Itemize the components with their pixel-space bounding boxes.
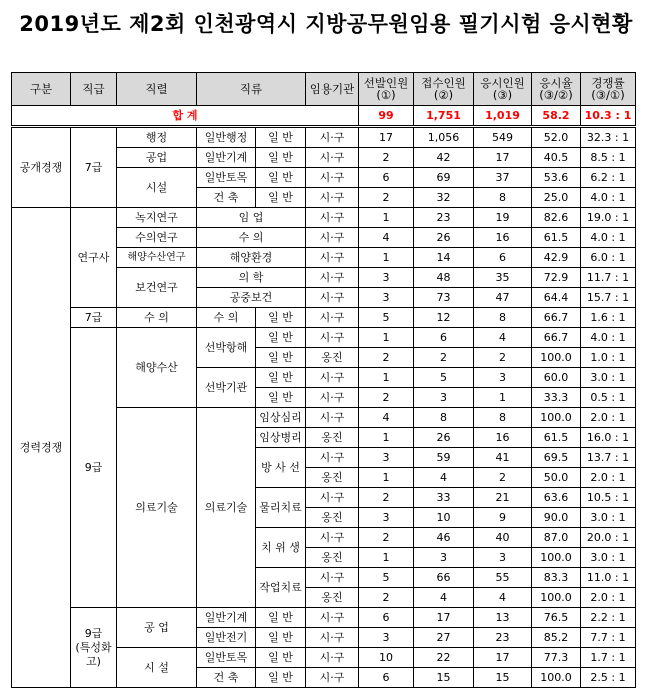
rate: 85.2 bbox=[532, 628, 581, 648]
applied: 73 bbox=[414, 288, 474, 308]
field-sub: 일 반 bbox=[256, 148, 306, 168]
applied: 3 bbox=[414, 548, 474, 568]
series-medtech: 의료기술 bbox=[117, 408, 197, 608]
rate: 50.0 bbox=[532, 468, 581, 488]
competition: 1.0 : 1 bbox=[581, 348, 636, 368]
attended: 2 bbox=[474, 348, 532, 368]
competition: 11.0 : 1 bbox=[581, 568, 636, 588]
attended: 15 bbox=[474, 668, 532, 688]
series-ind9: 공 업 bbox=[117, 608, 197, 648]
selected: 3 bbox=[359, 288, 414, 308]
total-rate: 58.2 bbox=[532, 106, 581, 127]
attended: 549 bbox=[474, 127, 532, 148]
rate: 90.0 bbox=[532, 508, 581, 528]
selected: 2 bbox=[359, 348, 414, 368]
applied: 69 bbox=[414, 168, 474, 188]
field-dental: 치 위 생 bbox=[256, 528, 306, 568]
selected: 17 bbox=[359, 127, 414, 148]
field-sub: 일 반 bbox=[256, 388, 306, 408]
field-engine: 선박기관 bbox=[197, 368, 256, 408]
series-marineres: 해양수산연구 bbox=[117, 248, 197, 268]
rate: 42.9 bbox=[532, 248, 581, 268]
selected: 1 bbox=[359, 248, 414, 268]
series-fac9: 시 설 bbox=[117, 648, 197, 688]
field-sub: 일 반 bbox=[256, 628, 306, 648]
total-applied: 1,751 bbox=[414, 106, 474, 127]
attended: 37 bbox=[474, 168, 532, 188]
field-name: 임 업 bbox=[197, 208, 306, 228]
selected: 1 bbox=[359, 468, 414, 488]
attended: 9 bbox=[474, 508, 532, 528]
agency: 시·구 bbox=[306, 368, 359, 388]
field-sub: 일 반 bbox=[256, 368, 306, 388]
rate: 33.3 bbox=[532, 388, 581, 408]
selected: 1 bbox=[359, 428, 414, 448]
rate: 63.6 bbox=[532, 488, 581, 508]
table-row bbox=[12, 127, 636, 148]
rate: 100.0 bbox=[532, 588, 581, 608]
competition: 1.6 : 1 bbox=[581, 308, 636, 328]
field-name: 의 학 bbox=[197, 268, 306, 288]
applied: 33 bbox=[414, 488, 474, 508]
field-radio: 방 사 선 bbox=[256, 448, 306, 488]
series-facility: 시설 bbox=[117, 168, 197, 208]
agency: 시·구 bbox=[306, 328, 359, 348]
attended: 17 bbox=[474, 148, 532, 168]
field-sub: 일 반 bbox=[256, 168, 306, 188]
field-pt: 물리치료 bbox=[256, 488, 306, 528]
applied: 59 bbox=[414, 448, 474, 468]
attended: 4 bbox=[474, 588, 532, 608]
rate: 66.7 bbox=[532, 328, 581, 348]
agency: 옹진 bbox=[306, 468, 359, 488]
attended: 40 bbox=[474, 528, 532, 548]
agency: 옹진 bbox=[306, 508, 359, 528]
attended: 47 bbox=[474, 288, 532, 308]
applied: 32 bbox=[414, 188, 474, 208]
applied: 5 bbox=[414, 368, 474, 388]
agency: 시·구 bbox=[306, 528, 359, 548]
attended: 35 bbox=[474, 268, 532, 288]
competition: 0.5 : 1 bbox=[581, 388, 636, 408]
applied: 26 bbox=[414, 428, 474, 448]
selected: 6 bbox=[359, 608, 414, 628]
rate: 72.9 bbox=[532, 268, 581, 288]
agency: 시·구 bbox=[306, 208, 359, 228]
competition: 16.0 : 1 bbox=[581, 428, 636, 448]
rate: 60.0 bbox=[532, 368, 581, 388]
field-sub: 일 반 bbox=[256, 188, 306, 208]
field-name: 건 축 bbox=[197, 188, 256, 208]
grade-research: 연구사 bbox=[71, 208, 117, 308]
applied: 8 bbox=[414, 408, 474, 428]
field-medtech: 의료기술 bbox=[197, 408, 256, 608]
competition: 32.3 : 1 bbox=[581, 127, 636, 148]
competition: 15.7 : 1 bbox=[581, 288, 636, 308]
field-name: 일반전기 bbox=[197, 628, 256, 648]
selected: 2 bbox=[359, 588, 414, 608]
series-admin: 행정 bbox=[117, 127, 197, 148]
selected: 6 bbox=[359, 168, 414, 188]
competition: 4.0 : 1 bbox=[581, 188, 636, 208]
rate: 77.3 bbox=[532, 648, 581, 668]
header-gubun: 구분 bbox=[12, 73, 71, 106]
rate: 83.3 bbox=[532, 568, 581, 588]
rate: 76.5 bbox=[532, 608, 581, 628]
applied: 42 bbox=[414, 148, 474, 168]
competition: 8.5 : 1 bbox=[581, 148, 636, 168]
selected: 2 bbox=[359, 528, 414, 548]
header-series: 직렬 bbox=[117, 73, 197, 106]
field-ot: 작업치료 bbox=[256, 568, 306, 608]
agency: 시·구 bbox=[306, 127, 359, 148]
field-nav: 선박항해 bbox=[197, 328, 256, 368]
grade-9: 9급 bbox=[71, 328, 117, 608]
field-sub: 임상병리 bbox=[256, 428, 306, 448]
competition: 3.0 : 1 bbox=[581, 368, 636, 388]
selected: 2 bbox=[359, 388, 414, 408]
competition: 2.5 : 1 bbox=[581, 668, 636, 688]
field-sub: 일 반 bbox=[256, 348, 306, 368]
attended: 16 bbox=[474, 228, 532, 248]
table-row bbox=[12, 608, 636, 628]
agency: 시·구 bbox=[306, 488, 359, 508]
competition: 4.0 : 1 bbox=[581, 328, 636, 348]
competition: 10.5 : 1 bbox=[581, 488, 636, 508]
rate: 66.7 bbox=[532, 308, 581, 328]
attended: 19 bbox=[474, 208, 532, 228]
series-healthres: 보건연구 bbox=[117, 268, 197, 308]
agency: 시·구 bbox=[306, 408, 359, 428]
series-vet7: 수 의 bbox=[117, 308, 197, 328]
rate: 82.6 bbox=[532, 208, 581, 228]
competition: 2.0 : 1 bbox=[581, 408, 636, 428]
total-selected: 99 bbox=[359, 106, 414, 127]
applied: 46 bbox=[414, 528, 474, 548]
agency: 시·구 bbox=[306, 288, 359, 308]
selected: 4 bbox=[359, 408, 414, 428]
field-name: 수 의 bbox=[197, 308, 256, 328]
rate: 100.0 bbox=[532, 348, 581, 368]
competition: 3.0 : 1 bbox=[581, 548, 636, 568]
grade-9-special: 9급 (특성화 고) bbox=[71, 608, 117, 688]
competition: 2.2 : 1 bbox=[581, 608, 636, 628]
applied: 12 bbox=[414, 308, 474, 328]
attended: 3 bbox=[474, 548, 532, 568]
grade-7b: 7급 bbox=[71, 308, 117, 328]
rate: 64.4 bbox=[532, 288, 581, 308]
applied: 1,056 bbox=[414, 127, 474, 148]
agency: 시·구 bbox=[306, 628, 359, 648]
attended: 23 bbox=[474, 628, 532, 648]
attended: 41 bbox=[474, 448, 532, 468]
agency: 시·구 bbox=[306, 188, 359, 208]
applied: 27 bbox=[414, 628, 474, 648]
selected: 3 bbox=[359, 268, 414, 288]
attended: 8 bbox=[474, 408, 532, 428]
applied: 6 bbox=[414, 328, 474, 348]
agency: 시·구 bbox=[306, 668, 359, 688]
field-name: 일반토목 bbox=[197, 648, 256, 668]
selected: 3 bbox=[359, 628, 414, 648]
field-sub: 일 반 bbox=[256, 668, 306, 688]
competition: 4.0 : 1 bbox=[581, 228, 636, 248]
rate: 100.0 bbox=[532, 548, 581, 568]
series-industrial: 공업 bbox=[117, 148, 197, 168]
rate: 53.6 bbox=[532, 168, 581, 188]
attended: 55 bbox=[474, 568, 532, 588]
attended: 1 bbox=[474, 388, 532, 408]
rate: 25.0 bbox=[532, 188, 581, 208]
competition: 6.0 : 1 bbox=[581, 248, 636, 268]
selected: 4 bbox=[359, 228, 414, 248]
agency: 시·구 bbox=[306, 168, 359, 188]
field-sub: 일 반 bbox=[256, 648, 306, 668]
attended: 8 bbox=[474, 188, 532, 208]
selected: 2 bbox=[359, 488, 414, 508]
competition: 1.7 : 1 bbox=[581, 648, 636, 668]
attended: 2 bbox=[474, 468, 532, 488]
field-name: 공중보건 bbox=[197, 288, 306, 308]
field-sub: 일 반 bbox=[256, 608, 306, 628]
header-selected: 선발인원 (①) bbox=[359, 73, 414, 106]
agency: 시·구 bbox=[306, 268, 359, 288]
rate: 100.0 bbox=[532, 668, 581, 688]
series-greenres: 녹지연구 bbox=[117, 208, 197, 228]
rate: 40.5 bbox=[532, 148, 581, 168]
table-row bbox=[12, 308, 636, 328]
total-row bbox=[12, 106, 636, 127]
field-name: 일반기계 bbox=[197, 148, 256, 168]
agency: 옹진 bbox=[306, 348, 359, 368]
field-name: 일반기계 bbox=[197, 608, 256, 628]
competition: 20.0 : 1 bbox=[581, 528, 636, 548]
applied: 66 bbox=[414, 568, 474, 588]
header-competition: 경쟁률 (③/①) bbox=[581, 73, 636, 106]
field-name: 해양환경 bbox=[197, 248, 306, 268]
competition: 11.7 : 1 bbox=[581, 268, 636, 288]
selected: 10 bbox=[359, 648, 414, 668]
selected: 5 bbox=[359, 568, 414, 588]
rate: 61.5 bbox=[532, 228, 581, 248]
agency: 옹진 bbox=[306, 588, 359, 608]
field-name: 건 축 bbox=[197, 668, 256, 688]
agency: 옹진 bbox=[306, 428, 359, 448]
agency: 시·구 bbox=[306, 388, 359, 408]
field-name: 일반토목 bbox=[197, 168, 256, 188]
category-career: 경력경쟁 bbox=[12, 208, 71, 688]
applied: 15 bbox=[414, 668, 474, 688]
selected: 1 bbox=[359, 548, 414, 568]
applied: 23 bbox=[414, 208, 474, 228]
competition: 7.7 : 1 bbox=[581, 628, 636, 648]
table-row bbox=[12, 328, 636, 348]
attended: 4 bbox=[474, 328, 532, 348]
competition: 13.7 : 1 bbox=[581, 448, 636, 468]
field-sub: 일 반 bbox=[256, 328, 306, 348]
exam-status-table bbox=[11, 72, 636, 688]
grade-7: 7급 bbox=[71, 127, 117, 208]
field-name: 일반행정 bbox=[197, 127, 256, 148]
header-attended: 응시인원 (③) bbox=[474, 73, 532, 106]
agency: 시·구 bbox=[306, 648, 359, 668]
total-attended: 1,019 bbox=[474, 106, 532, 127]
header-rate: 응시율 (③/②) bbox=[532, 73, 581, 106]
agency: 시·구 bbox=[306, 308, 359, 328]
competition: 6.2 : 1 bbox=[581, 168, 636, 188]
header-grade: 직급 bbox=[71, 73, 117, 106]
rate: 69.5 bbox=[532, 448, 581, 468]
total-competition: 10.3 : 1 bbox=[581, 106, 636, 127]
field-sub: 일 반 bbox=[256, 127, 306, 148]
rate: 61.5 bbox=[532, 428, 581, 448]
selected: 1 bbox=[359, 328, 414, 348]
agency: 시·구 bbox=[306, 248, 359, 268]
applied: 3 bbox=[414, 388, 474, 408]
series-fisheries: 해양수산 bbox=[117, 328, 197, 408]
selected: 1 bbox=[359, 208, 414, 228]
total-label: 합 계 bbox=[12, 106, 359, 127]
attended: 3 bbox=[474, 368, 532, 388]
category-open: 공개경쟁 bbox=[12, 127, 71, 208]
field-sub: 임상심리 bbox=[256, 408, 306, 428]
rate: 52.0 bbox=[532, 127, 581, 148]
competition: 19.0 : 1 bbox=[581, 208, 636, 228]
agency: 옹진 bbox=[306, 548, 359, 568]
header-applied: 접수인원 (②) bbox=[414, 73, 474, 106]
rate: 87.0 bbox=[532, 528, 581, 548]
agency: 시·구 bbox=[306, 148, 359, 168]
applied: 22 bbox=[414, 648, 474, 668]
attended: 21 bbox=[474, 488, 532, 508]
applied: 17 bbox=[414, 608, 474, 628]
series-vetres: 수의연구 bbox=[117, 228, 197, 248]
selected: 3 bbox=[359, 448, 414, 468]
field-name: 수 의 bbox=[197, 228, 306, 248]
applied: 4 bbox=[414, 468, 474, 488]
competition: 2.0 : 1 bbox=[581, 588, 636, 608]
field-sub: 일 반 bbox=[256, 308, 306, 328]
selected: 3 bbox=[359, 508, 414, 528]
applied: 10 bbox=[414, 508, 474, 528]
header-agency: 임용기관 bbox=[306, 73, 359, 106]
selected: 2 bbox=[359, 188, 414, 208]
competition: 2.0 : 1 bbox=[581, 468, 636, 488]
applied: 4 bbox=[414, 588, 474, 608]
applied: 14 bbox=[414, 248, 474, 268]
agency: 시·구 bbox=[306, 448, 359, 468]
attended: 17 bbox=[474, 648, 532, 668]
agency: 시·구 bbox=[306, 608, 359, 628]
applied: 26 bbox=[414, 228, 474, 248]
attended: 6 bbox=[474, 248, 532, 268]
rate: 100.0 bbox=[532, 408, 581, 428]
attended: 8 bbox=[474, 308, 532, 328]
header-field: 직류 bbox=[197, 73, 306, 106]
page-title: 2019년도 제2회 인천광역시 지방공무원임용 필기시험 응시현황 bbox=[19, 12, 633, 36]
header-row bbox=[12, 73, 636, 106]
table-row bbox=[12, 208, 636, 228]
attended: 13 bbox=[474, 608, 532, 628]
selected: 1 bbox=[359, 368, 414, 388]
attended: 16 bbox=[474, 428, 532, 448]
applied: 2 bbox=[414, 348, 474, 368]
selected: 2 bbox=[359, 148, 414, 168]
applied: 48 bbox=[414, 268, 474, 288]
selected: 5 bbox=[359, 308, 414, 328]
agency: 시·구 bbox=[306, 228, 359, 248]
competition: 3.0 : 1 bbox=[581, 508, 636, 528]
agency: 시·구 bbox=[306, 568, 359, 588]
selected: 6 bbox=[359, 668, 414, 688]
